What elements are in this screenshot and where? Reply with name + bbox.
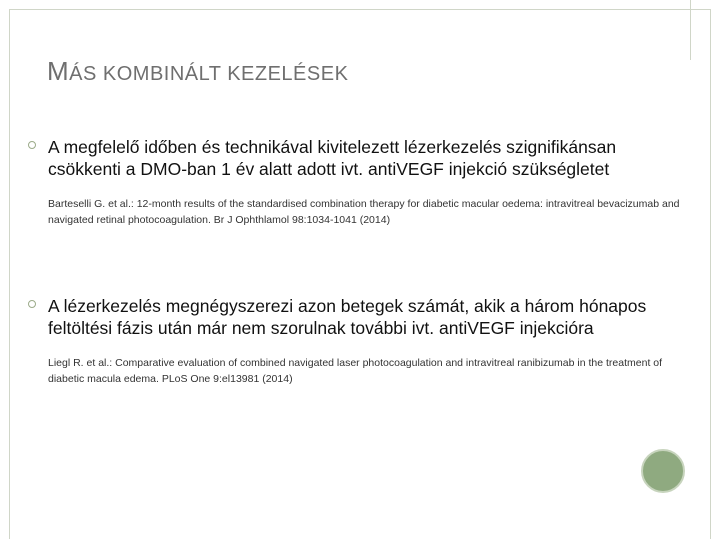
title-first-letter: M <box>47 56 70 86</box>
bullet-circle-icon <box>28 141 36 149</box>
slide-title <box>47 56 348 87</box>
bullet-text: A megfelelő időben és technikával kivitelezett lézerkezelés szignifikánsan csökkenti a DMO-ban 1 év alatt adott ivt. antiVEGF injekció szükségletet <box>48 137 617 179</box>
decorative-circle <box>641 449 685 493</box>
decorative-line <box>690 0 691 60</box>
slide-frame <box>9 9 711 539</box>
bullet-reference: Liegl R. et al.: Comparative evaluation of combined navigated laser photocoagulation and intravitreal ranibizumab in the treatment of diabetic macula edema. PLoS One 9:el13981 (2014) <box>48 357 663 385</box>
title-rest: ÁS KOMBINÁLT KEZELÉSEK <box>69 63 349 85</box>
bullet-text: A lézerkezelés megnégyszerezi azon betegek számát, akik a három hónapos feltöltési fázis után már nem szorulnak további ivt. antiVEGF injekcióra <box>48 296 647 338</box>
bullet-reference: Barteselli G. et al.: 12-month results of the standardised combination therapy for diabetic macular oedema: intravitreal bevacizumab and navigated retinal photocoagulation. Br J Ophthlamol 98:1034-1041 (2014) <box>48 198 680 226</box>
bullet-item-1 <box>28 136 688 228</box>
bullet-item-2 <box>28 295 688 387</box>
bullet-circle-icon <box>28 300 36 308</box>
